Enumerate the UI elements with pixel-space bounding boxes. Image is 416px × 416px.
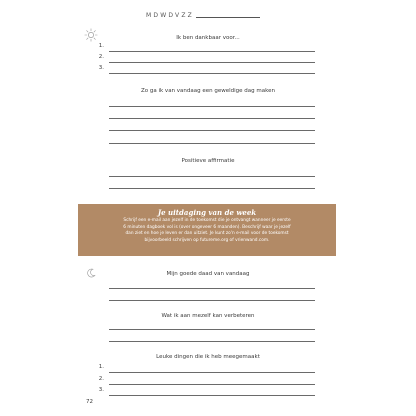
great-day-line-2[interactable] [109,118,315,119]
improve-line-2[interactable] [109,341,315,342]
weekly-challenge-box [78,204,336,256]
challenge-title: Je uitdaging van de week [157,208,257,217]
gratitude-line-3[interactable] [109,73,315,74]
gratitude-line-1[interactable] [109,51,315,52]
affirmation-line-1[interactable] [109,176,315,177]
date-line[interactable] [196,17,260,18]
weekday-letters: MDWDVZZ [146,12,194,19]
fun-things-heading: Leuke dingen die ik heb meegemaakt [156,354,260,360]
fun-line-3[interactable] [109,395,315,396]
great-day-heading: Zo ga ik van vandaag een geweldige dag maken [140,88,275,94]
gratitude-number: 2. [98,54,104,60]
challenge-text [84,218,330,244]
sun-icon [84,28,98,42]
affirmation-line-2[interactable] [109,188,315,189]
great-day-line-3[interactable] [109,130,315,131]
gratitude-heading: Ik ben dankbaar voor... [176,35,240,41]
challenge-text-line: bijvoorbeeld schrijven op futureme.org of vrienwand.com. [144,237,270,243]
moon-icon [86,268,96,278]
challenge-text-line: Schrijf een e-mail aan jezelf in de toekomst die je ontvangt wanneer je eerste [123,218,291,223]
good-deed-heading: Mijn goede daad van vandaag [166,271,250,277]
improve-heading: Wat ik aan mezelf kan verbeteren [161,313,255,319]
fun-number: 1. [98,364,104,370]
fun-line-2[interactable] [109,384,315,385]
good-deed-line-1[interactable] [109,288,315,289]
fun-number: 2. [98,376,104,382]
affirmation-heading: Positieve affirmatie [181,158,235,164]
improve-line-1[interactable] [109,329,315,330]
fun-number: 3. [98,387,104,393]
challenge-text-line: 6 minuten dagboek vol is (over ongeveer 6 maanden). Beschrijf waar je jezelf [123,224,291,230]
page-number: 72 [86,399,93,405]
gratitude-number: 3. [98,65,104,71]
date-row [146,12,260,19]
great-day-line-1[interactable] [109,106,315,107]
fun-line-1[interactable] [109,372,315,373]
gratitude-number: 1. [98,43,104,49]
great-day-line-4[interactable] [109,143,315,144]
gratitude-line-2[interactable] [109,62,315,63]
challenge-text-line: dan ziet en hoe je leven er dan uitziet. Je kunt zo'n e-mail voor de toekomst [125,231,289,236]
good-deed-line-2[interactable] [109,300,315,301]
